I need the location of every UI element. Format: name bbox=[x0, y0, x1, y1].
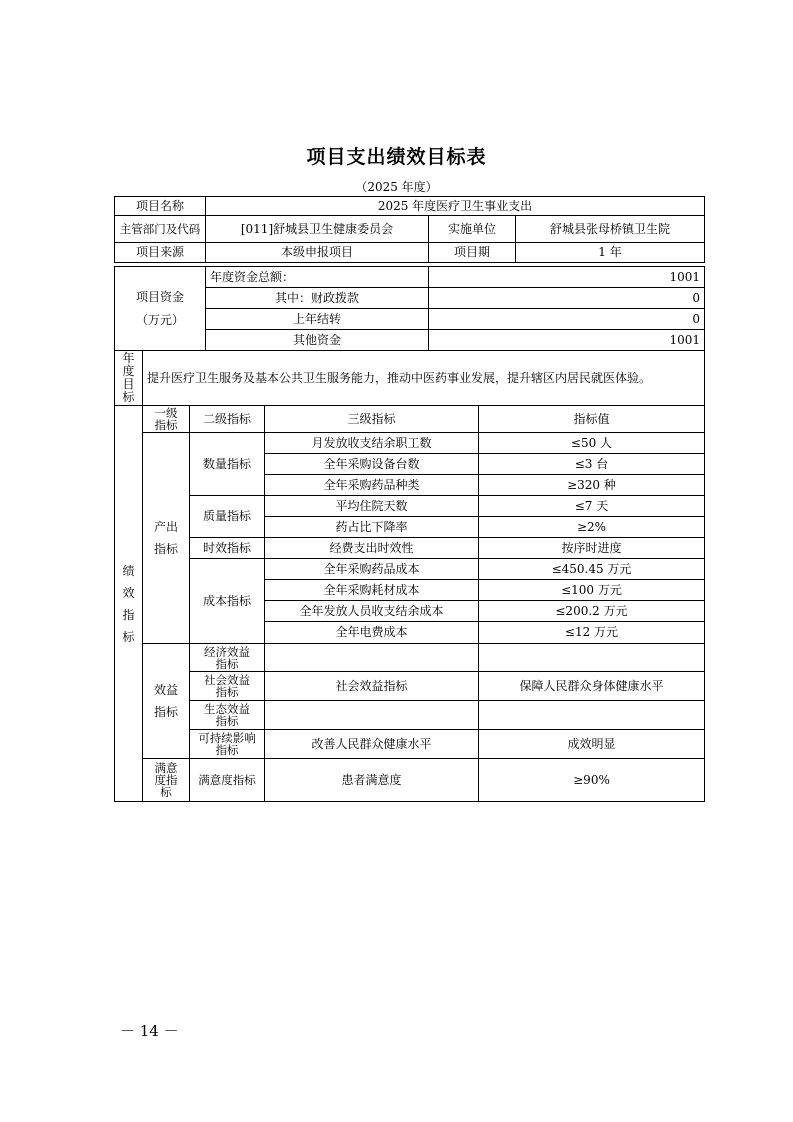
funds-fiscal-label: 其中：财政拨款 bbox=[206, 288, 429, 309]
page-title: 项目支出绩效目标表 bbox=[306, 146, 487, 168]
dept-value: [011]舒城县卫生健康委员会 bbox=[206, 216, 429, 243]
indicator-value: ≥90% bbox=[479, 759, 705, 802]
header-l3: 三级指标 bbox=[265, 406, 479, 433]
funds-total-value: 1001 bbox=[429, 267, 705, 288]
indicator-name: 患者满意度 bbox=[265, 759, 479, 802]
funds-total-label: 年度资金总额： bbox=[206, 267, 429, 288]
indicator-value: ≥2% bbox=[479, 517, 705, 538]
funds-fiscal-value: 0 bbox=[429, 288, 705, 309]
perf-label: 绩效指标 bbox=[115, 406, 143, 802]
funds-label: 项目资金 （万元） bbox=[115, 267, 206, 351]
dept-label: 主管部门及代码 bbox=[115, 216, 206, 243]
indicator-value: 保障人民群众身体健康水平 bbox=[479, 672, 705, 701]
indicator-name bbox=[265, 644, 479, 672]
timeliness-indicator-label: 时效指标 bbox=[190, 538, 265, 559]
indicator-value: 成效明显 bbox=[479, 730, 705, 759]
cost-indicator-label: 成本指标 bbox=[190, 559, 265, 644]
impl-label: 实施单位 bbox=[429, 216, 516, 243]
indicator-name: 全年采购药品种类 bbox=[265, 475, 479, 496]
fiscal-year: （2025 年度） bbox=[355, 180, 438, 194]
indicator-value: ≤450.45 万元 bbox=[479, 559, 705, 580]
funds-carryover-value: 0 bbox=[429, 309, 705, 330]
indicator-value: ≤3 台 bbox=[479, 454, 705, 475]
sustain-impact-label: 可持续影响指标 bbox=[190, 730, 265, 759]
quantity-indicator-label: 数量指标 bbox=[190, 433, 265, 496]
social-benefit-label: 社会效益指标 bbox=[190, 672, 265, 701]
indicator-name: 全年采购设备台数 bbox=[265, 454, 479, 475]
impl-value: 舒城县张母桥镇卫生院 bbox=[516, 216, 705, 243]
indicator-name: 全年采购耗材成本 bbox=[265, 580, 479, 601]
indicator-value: ≥320 种 bbox=[479, 475, 705, 496]
eco-benefit-label: 生态效益指标 bbox=[190, 701, 265, 730]
period-label: 项目期 bbox=[429, 243, 516, 263]
indicator-name: 全年电费成本 bbox=[265, 622, 479, 644]
performance-table bbox=[114, 405, 705, 802]
indicator-value bbox=[479, 644, 705, 672]
funds-other-label: 其他资金 bbox=[206, 330, 429, 351]
indicator-value: 按序时进度 bbox=[479, 538, 705, 559]
period-value: 1 年 bbox=[516, 243, 705, 263]
indicator-name: 经费支出时效性 bbox=[265, 538, 479, 559]
indicator-name: 平均住院天数 bbox=[265, 496, 479, 517]
source-label: 项目来源 bbox=[115, 243, 206, 263]
funds-carryover-label: 上年结转 bbox=[206, 309, 429, 330]
indicator-name: 药占比下降率 bbox=[265, 517, 479, 538]
quality-indicator-label: 质量指标 bbox=[190, 496, 265, 538]
annual-goal-text: 提升医疗卫生服务及基本公共卫生服务能力，推动中医药事业发展，提升辖区内居民就医体验。 bbox=[143, 351, 705, 406]
indicator-name: 社会效益指标 bbox=[265, 672, 479, 701]
annual-goal-label: 年度目标 bbox=[115, 351, 143, 406]
funds-table bbox=[114, 266, 705, 351]
project-name-value: 2025 年度医疗卫生事业支出 bbox=[206, 197, 705, 216]
header-l1: 一级指标 bbox=[143, 406, 190, 433]
econ-benefit-label: 经济效益指标 bbox=[190, 644, 265, 672]
indicator-name: 全年采购药品成本 bbox=[265, 559, 479, 580]
annual-goal-table bbox=[114, 350, 705, 406]
indicator-value bbox=[479, 701, 705, 730]
satisfaction-indicator-label: 满意度指标 bbox=[143, 759, 190, 802]
indicator-value: ≤50 人 bbox=[479, 433, 705, 454]
indicator-name: 月发放收支结余职工数 bbox=[265, 433, 479, 454]
page-number: － 14 － bbox=[120, 1022, 179, 1040]
indicator-value: ≤12 万元 bbox=[479, 622, 705, 644]
indicator-value: ≤7 天 bbox=[479, 496, 705, 517]
header-l2: 二级指标 bbox=[190, 406, 265, 433]
project-name-label: 项目名称 bbox=[115, 197, 206, 216]
source-value: 本级申报项目 bbox=[206, 243, 429, 263]
indicator-name bbox=[265, 701, 479, 730]
output-indicator-label: 产出指标 bbox=[143, 433, 190, 644]
header-value: 指标值 bbox=[479, 406, 705, 433]
indicator-value: ≤100 万元 bbox=[479, 580, 705, 601]
indicator-name: 改善人民群众健康水平 bbox=[265, 730, 479, 759]
satisfaction-sub-label: 满意度指标 bbox=[190, 759, 265, 802]
indicator-name: 全年发放人员收支结余成本 bbox=[265, 601, 479, 622]
benefit-indicator-label: 效益指标 bbox=[143, 644, 190, 759]
indicator-value: ≤200.2 万元 bbox=[479, 601, 705, 622]
funds-other-value: 1001 bbox=[429, 330, 705, 351]
project-info-table bbox=[114, 196, 705, 263]
